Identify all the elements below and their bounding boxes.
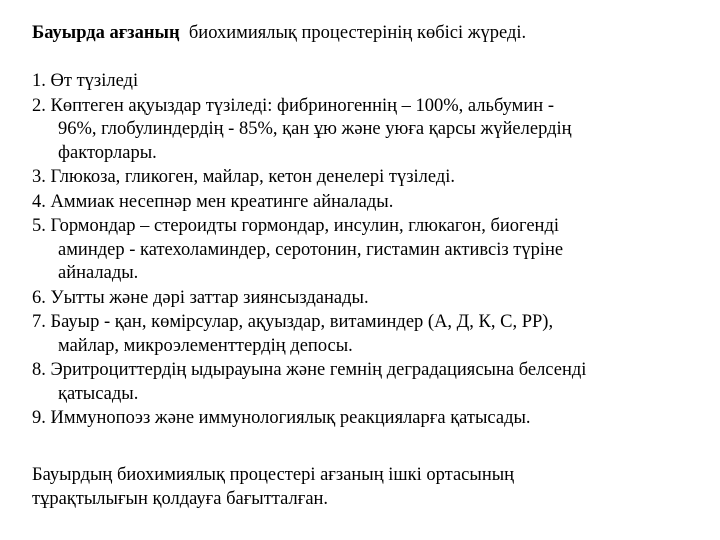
heading-rest: биохимиялық процестерінің көбісі жүреді. — [188, 23, 527, 43]
list-item-continuation: факторлары. — [58, 142, 157, 163]
list-item — [32, 359, 692, 406]
list-item-continuation: айналады. — [58, 263, 139, 283]
list-item — [32, 311, 692, 358]
list-item-continuation: аминдер - катехоламиндер, серотонин, гистамин активсіз түріне — [58, 239, 564, 260]
list-item-line: 7. Бауыр - қан, көмірсулар, ақуыздар, витаминдер (А, Д, К, С, РР), — [32, 312, 554, 332]
summary-line-1: Бауырдың биохимиялық процестері ағзаның ішкі ортасының — [32, 465, 515, 485]
summary-line-2: тұрақтылығын қолдауға бағытталған. — [32, 489, 329, 509]
list-item-continuation: майлар, микроэлементтердің депосы. — [58, 335, 353, 356]
functions-list — [32, 70, 692, 432]
list-item — [32, 95, 692, 166]
list-item-line: 5. Гормондар – стероидты гормондар, инсулин, глюкагон, биогенді — [32, 216, 560, 236]
list-item-continuation: қатысады. — [58, 383, 139, 404]
list-item-line: 3. Глюкоза, гликоген, майлар, кетон денелері түзіледі. — [32, 167, 456, 187]
list-item — [32, 166, 692, 190]
list-item — [32, 407, 692, 431]
list-item-line: 1. Өт түзіледі — [32, 71, 139, 91]
list-item-line: 6. Уытты және дәрі заттар зиянсызданады. — [32, 287, 369, 308]
list-item — [32, 287, 692, 311]
list-item-line: 4. Аммиак несепнәр мен креатинге айналады. — [32, 191, 394, 212]
list-item-line: 8. Эритроциттердің ыдырауына және гемнің деградациясына белсенді — [32, 360, 587, 380]
list-item — [32, 215, 692, 286]
list-item-line: 2. Көптеген ақуыздар түзіледі: фибриногеннің – 100%, альбумин - — [32, 95, 554, 116]
list-item-continuation: 96%, глобулиндердің - 85%, қан ұю және уюға қарсы жүйелердің — [58, 119, 572, 139]
slide-heading — [32, 22, 702, 44]
list-item — [32, 70, 692, 94]
heading-bold: Бауырда ағзаның — [32, 23, 180, 43]
list-item-line: 9. Иммунопоэз және иммунологиялық реакцияларға қатысады. — [32, 408, 531, 428]
summary-text — [32, 463, 692, 511]
list-item — [32, 191, 692, 215]
